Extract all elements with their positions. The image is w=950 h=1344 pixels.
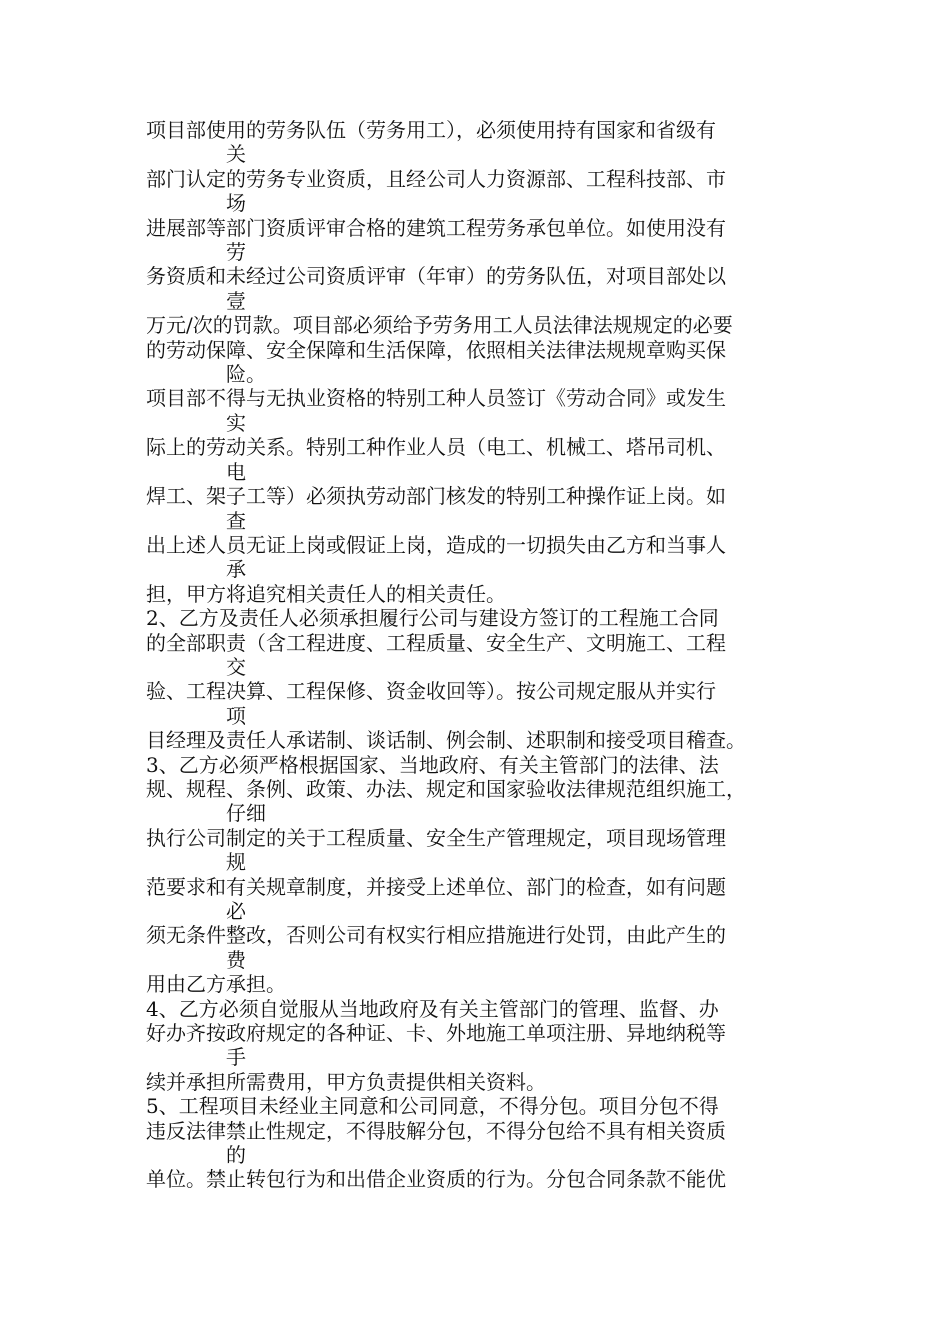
text-line: 际上的劳动关系。特别工种作业人员（电工、机械工、塔吊司机、	[146, 435, 726, 460]
wrapped-text-line: 电	[226, 459, 246, 484]
wrapped-text-line: 手	[226, 1045, 246, 1070]
wrapped-text-line: 项	[226, 703, 246, 728]
text-line: 目经理及责任人承诺制、谈话制、例会制、述职制和接受项目稽查。	[146, 728, 746, 753]
text-line: 用由乙方承担。	[146, 972, 286, 997]
wrapped-text-line: 规	[226, 850, 246, 875]
wrapped-text-line: 场	[226, 191, 246, 216]
wrapped-text-line: 承	[226, 557, 246, 582]
text-line: 验、工程决算、工程保修、资金收回等）。按公司规定服从并实行	[146, 679, 716, 704]
wrapped-text-line: 交	[226, 654, 246, 679]
text-line: 好办齐按政府规定的各种证、卡、外地施工单项注册、异地纳税等	[146, 1021, 726, 1046]
text-line: 续并承担所需费用，甲方负责提供相关资料。	[146, 1069, 546, 1094]
wrapped-text-line: 壹	[226, 288, 246, 313]
text-line: 部门认定的劳务专业资质，且经公司人力资源部、工程科技部、市	[146, 166, 726, 191]
wrapped-text-line: 劳	[226, 240, 246, 265]
wrapped-text-line: 实	[226, 410, 246, 435]
text-line: 担，甲方将追究相关责任人的相关责任。	[146, 581, 506, 606]
wrapped-text-line: 必	[226, 899, 246, 923]
text-line: 须无条件整改，否则公司有权实行相应措施进行处罚，由此产生的	[146, 923, 726, 948]
wrapped-text-line: 仔细	[226, 801, 266, 826]
text-line: 范要求和有关规章制度，并接受上述单位、部门的检查，如有问题	[146, 874, 726, 899]
text-line: 违反法律禁止性规定，不得肢解分包，不得分包给不具有相关资质	[146, 1118, 726, 1143]
wrapped-text-line: 险。	[226, 362, 266, 387]
text-line: 的劳动保障、安全保障和生活保障，依照相关法律法规规章购买保	[146, 337, 726, 362]
text-line: 项目部使用的劳务队伍（劳务用工），必须使用持有国家和省级有	[146, 118, 716, 142]
text-line: 务资质和未经过公司资质评审（年审）的劳务队伍，对项目部处以	[146, 264, 726, 289]
wrapped-text-line: 查	[226, 508, 246, 533]
text-line: 3、乙方必须严格根据国家、当地政府、有关主管部门的法律、法	[146, 752, 719, 777]
wrapped-text-line: 关	[226, 142, 246, 167]
wrapped-text-line: 的	[226, 1143, 246, 1168]
document-body	[146, 118, 836, 1192]
text-line: 进展部等部门资质评审合格的建筑工程劳务承包单位。如使用没有	[146, 215, 726, 240]
text-line: 单位。禁止转包行为和出借企业资质的行为。分包合同条款不能优	[146, 1167, 726, 1192]
text-line: 项目部不得与无执业资格的特别工种人员签订《劳动合同》或发生	[146, 386, 726, 411]
text-line: 万元/次的罚款。项目部必须给予劳务用工人员法律法规规定的必要	[146, 313, 733, 338]
wrapped-text-line: 费	[226, 947, 246, 972]
text-line: 焊工、架子工等）必须执劳动部门核发的特别工种操作证上岗。如	[146, 484, 726, 509]
text-line: 5、工程项目未经业主同意和公司同意，不得分包。项目分包不得	[146, 1094, 719, 1119]
text-line: 2、乙方及责任人必须承担履行公司与建设方签订的工程施工合同	[146, 606, 719, 631]
text-line: 规、规程、条例、政策、办法、规定和国家验收法律规范组织施工，	[146, 776, 746, 801]
text-line: 出上述人员无证上岗或假证上岗，造成的一切损失由乙方和当事人	[146, 532, 726, 557]
text-line: 4、乙方必须自觉服从当地政府及有关主管部门的管理、监督、办	[146, 996, 719, 1021]
text-line: 执行公司制定的关于工程质量、安全生产管理规定，项目现场管理	[146, 825, 726, 850]
text-line: 的全部职责（含工程进度、工程质量、安全生产、文明施工、工程	[146, 630, 726, 655]
